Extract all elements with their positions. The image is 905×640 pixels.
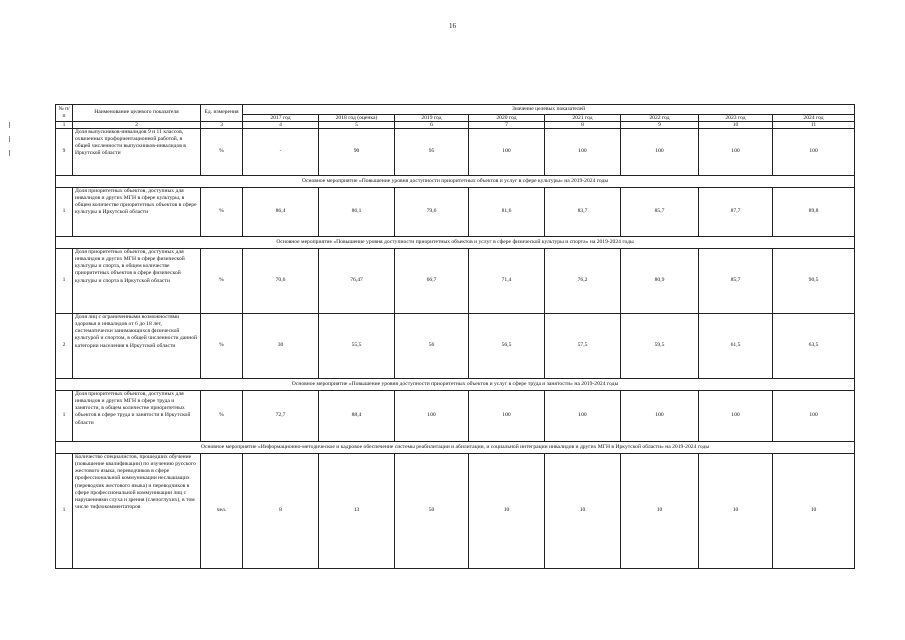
indicator-name: Доля приоритетных объектов, доступных для инвалидов и других МГН в сфере труда и занятости, в общем количестве приоритетных объектов в сфере труда и занятости в Иркутской области — [73, 391, 201, 442]
margin-mark — [9, 150, 10, 156]
value-cell: 89,8 — [773, 188, 855, 237]
value-cell: 59,5 — [621, 314, 699, 379]
indicator-name: Доля лиц с ограниченными возможностями здоровья и инвалидов от 6 до 18 лет, систематически занимающихся физической культурой и спортом, в общей численности данной категории населения в Иркутской области — [73, 314, 201, 379]
margin-mark — [9, 136, 10, 142]
value-cell: 100 — [545, 129, 621, 176]
column-number: 3 — [201, 122, 243, 129]
value-cell: 100 — [469, 391, 545, 442]
page-number: 16 — [449, 22, 456, 30]
section-title: Основное мероприятие «Повышение уровня доступности приоритетных объектов и услуг в сфере труда и занятости» на 2019-2024 годы — [56, 379, 855, 391]
value-cell: 90,5 — [773, 249, 855, 314]
value-cell: 8 — [243, 454, 319, 569]
value-cell: 79,6 — [395, 188, 469, 237]
value-cell: 50 — [395, 454, 469, 569]
header-indicator-name: Наименование целевого показателя — [73, 105, 201, 122]
section-row — [56, 176, 855, 188]
header-year: 2019 год — [395, 115, 469, 122]
target-indicators-table — [55, 104, 855, 569]
value-cell: 100 — [773, 391, 855, 442]
unit-cell: % — [201, 314, 243, 379]
value-cell: 55,5 — [319, 314, 395, 379]
section-title: Основное мероприятие «Повышение уровня доступности приоритетных объектов и услуг в сфере культуры» на 2019-2024 годы — [56, 176, 855, 188]
column-number: 5 — [319, 122, 395, 129]
value-cell: 95 — [395, 129, 469, 176]
value-cell: 100 — [545, 391, 621, 442]
value-cell: 71,4 — [469, 249, 545, 314]
value-cell: 57,5 — [545, 314, 621, 379]
value-cell: 10 — [545, 454, 621, 569]
header-row — [56, 105, 855, 115]
header-year: 2022 год — [621, 115, 699, 122]
indicator-name: Количество специалистов, прошедших обучение (повышение квалификации) по изучению русского жестового языка, переводчиков в сфере профессиональной коммуникации неслышащих (переводчик жестового языка) и переводчиков в сфере профессиональной коммуникации лиц с нарушениями слуха и зрения (слепоглухих), в том числе тифлокомментаторов — [73, 454, 201, 569]
value-cell: - — [243, 129, 319, 176]
value-cell: 100 — [773, 129, 855, 176]
value-cell: 10 — [699, 454, 773, 569]
column-number: 11 — [773, 122, 855, 129]
header-year: 2017 год — [243, 115, 319, 122]
row-number: 2 — [56, 314, 73, 379]
value-cell: 63,5 — [773, 314, 855, 379]
unit-cell: % — [201, 188, 243, 237]
value-cell: 100 — [699, 391, 773, 442]
row-number: 1 — [56, 249, 73, 314]
table-row — [56, 249, 855, 314]
value-cell: 100 — [469, 129, 545, 176]
value-cell: 100 — [699, 129, 773, 176]
target-indicators-table-sheet — [55, 104, 834, 569]
table-row — [56, 188, 855, 237]
value-cell: 56 — [395, 314, 469, 379]
row-number: 9 — [56, 129, 73, 176]
unit-cell: % — [201, 391, 243, 442]
value-cell: 10 — [621, 454, 699, 569]
column-number: 9 — [621, 122, 699, 129]
value-cell: 56,5 — [469, 314, 545, 379]
value-cell: 100 — [621, 391, 699, 442]
margin-mark — [9, 122, 10, 128]
section-title: Основное мероприятие «Информационно-методическое и кадровое обеспечение системы реабилитации и абилитации, и социальной интеграции инвалидов и других МГН в Иркутской области» на 2019-2024 годы — [56, 442, 855, 454]
row-number: 1 — [56, 391, 73, 442]
value-cell: 80,9 — [621, 249, 699, 314]
value-cell: 85,7 — [621, 188, 699, 237]
column-number: 4 — [243, 122, 319, 129]
row-number: 1 — [56, 454, 73, 569]
column-number: 10 — [699, 122, 773, 129]
value-cell: 70,6 — [243, 249, 319, 314]
column-number: 6 — [395, 122, 469, 129]
header-year: 2024 год — [773, 115, 855, 122]
table-row — [56, 129, 855, 176]
value-cell: 88,4 — [319, 391, 395, 442]
table-row — [56, 314, 855, 379]
value-cell: 85,7 — [699, 249, 773, 314]
header-unit: Ед. измерения — [201, 105, 243, 122]
value-cell: 10 — [469, 454, 545, 569]
section-title: Основное мероприятие «Повышение уровня доступности приоритетных объектов и услуг в сфере физической культуры и спорта» на 2019-2024 годы — [56, 237, 855, 249]
section-row — [56, 442, 855, 454]
value-cell: 86,1 — [319, 188, 395, 237]
column-number: 2 — [73, 122, 201, 129]
header-values: Значение целевых показателей — [243, 105, 855, 115]
unit-cell: чел. — [201, 454, 243, 569]
value-cell: 86,4 — [243, 188, 319, 237]
value-cell: 100 — [621, 129, 699, 176]
header-year: 2023 год — [699, 115, 773, 122]
value-cell: 90 — [319, 129, 395, 176]
header-num: № п/п — [56, 105, 73, 122]
column-number: 8 — [545, 122, 621, 129]
column-numbers-row — [56, 122, 855, 129]
value-cell: 13 — [319, 454, 395, 569]
indicator-name: Доля приоритетных объектов, доступных для инвалидов и других МГН в сфере культуры, в общем количестве приоритетных объектов в сфере культуры в Иркутской области — [73, 188, 201, 237]
header-year: 2021 год — [545, 115, 621, 122]
column-number: 7 — [469, 122, 545, 129]
value-cell: 76,2 — [545, 249, 621, 314]
column-number: 1 — [56, 122, 73, 129]
header-year: 2020 год — [469, 115, 545, 122]
unit-cell: % — [201, 249, 243, 314]
indicator-name: Доля приоритетных объектов, доступных для инвалидов и других МГН в сфере физической культуры и спорта, в общем количестве приоритетных объектов в сфере физической культуры и спорта в Иркутской области — [73, 249, 201, 314]
table-row — [56, 454, 855, 569]
table-row — [56, 391, 855, 442]
unit-cell: % — [201, 129, 243, 176]
value-cell: 100 — [395, 391, 469, 442]
section-row — [56, 237, 855, 249]
value-cell: 61,5 — [699, 314, 773, 379]
value-cell: 66,7 — [395, 249, 469, 314]
value-cell: 83,7 — [545, 188, 621, 237]
header-year: 2018 год (оценка) — [319, 115, 395, 122]
value-cell: 72,7 — [243, 391, 319, 442]
row-number: 1 — [56, 188, 73, 237]
value-cell: 30 — [243, 314, 319, 379]
section-row — [56, 379, 855, 391]
indicator-name: Доля выпускников-инвалидов 9 и 11 классов, охваченных профориентационной работой, в общей численности выпускников-инвалидов в Иркутской области — [73, 129, 201, 176]
value-cell: 10 — [773, 454, 855, 569]
value-cell: 87,7 — [699, 188, 773, 237]
value-cell: 81,6 — [469, 188, 545, 237]
value-cell: 76,47 — [319, 249, 395, 314]
